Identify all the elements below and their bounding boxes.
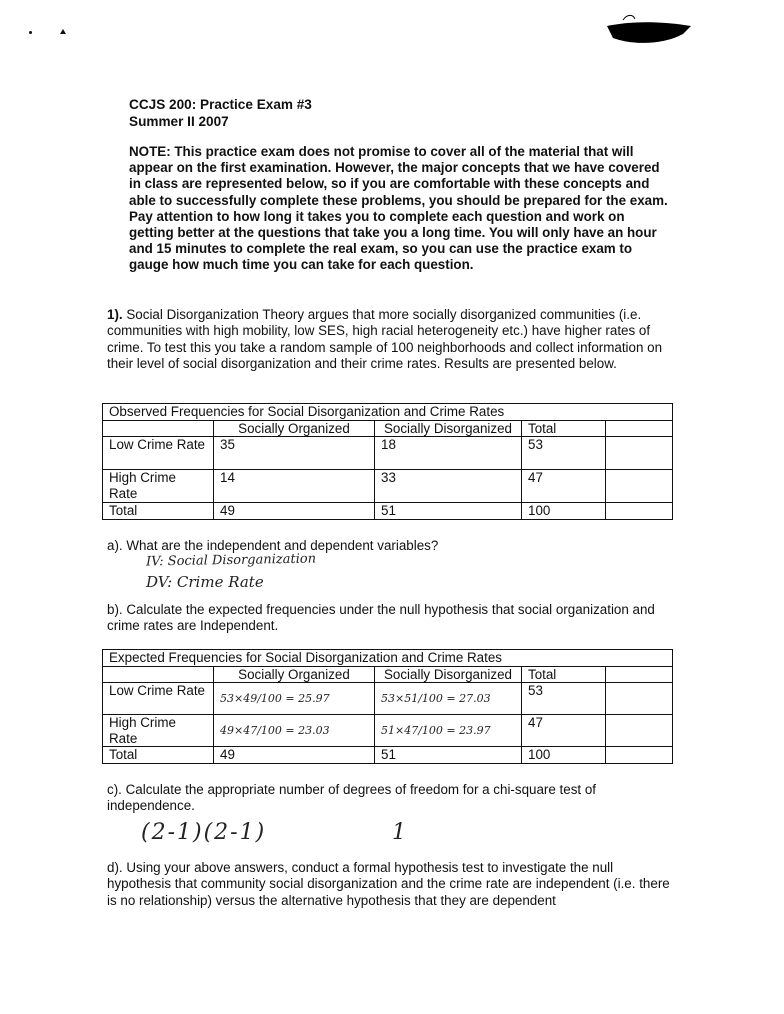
expected-extra-cell: [606, 747, 673, 764]
handwritten-iv: IV: Social Disorganization: [145, 551, 317, 570]
question-1-text: Social Disorganization Theory argues that more socially disorganized communities (i.e. communities with high mobility, low SES, high racial heterogeneity etc.) have higher rates of crime. To test this you take a random sample of 100 neighborhoods and collect information on their level of social disorganization and their crime rates. Results are presented below.: [107, 307, 663, 372]
handwritten-df-result: 1: [392, 820, 406, 845]
observed-header-blank: [103, 420, 214, 437]
term: Summer II 2007: [129, 114, 229, 129]
observed-cell: 18: [375, 437, 522, 470]
observed-table-title: Observed Frequencies for Social Disorganization and Crime Rates: [103, 404, 673, 421]
scan-dot: [29, 31, 32, 34]
expected-extra-cell: [606, 666, 673, 683]
handwritten-df: (2-1)(2-1): [141, 820, 267, 845]
expected-cell: 100: [522, 747, 606, 764]
expected-cell: 51: [375, 747, 522, 764]
expected-row-label: High Crime Rate: [103, 715, 214, 747]
expected-cell: 47: [522, 715, 606, 747]
expected-header-blank: [103, 666, 214, 683]
observed-cell: 51: [375, 503, 522, 520]
question-a: a). What are the independent and dependent variables?: [107, 538, 439, 553]
expected-extra-cell: [606, 715, 673, 747]
observed-cell: 49: [214, 503, 375, 520]
observed-cell: 35: [214, 437, 375, 470]
observed-cell: 14: [214, 470, 375, 503]
expected-cell: 53: [522, 683, 606, 715]
expected-extra-cell: [606, 683, 673, 715]
question-b: b). Calculate the expected frequencies under the null hypothesis that social organization and crime rates are Independent.: [107, 602, 655, 634]
observed-row-label: Low Crime Rate: [103, 437, 214, 470]
observed-row-label: High Crime Rate: [103, 470, 214, 503]
exam-note: NOTE: This practice exam does not promise to cover all of the material that will appear on the first examination. However, the major concepts that we have covered in class are represented below, so if you are comfortable with these concepts and able to successfully complete these problems, you should be prepared for the exam. Pay attention to how long it takes you to complete each question and work on getting better at the questions that take you a long time. You will only have an hour and 15 minutes to complete the real exam, so you can use the practice exam to gauge how much time you can take for each question.: [129, 144, 668, 273]
question-1-number: 1).: [107, 307, 123, 322]
expected-cell-handwritten: 53×49/100 = 25.97: [214, 683, 375, 715]
expected-cell: 49: [214, 747, 375, 764]
expected-row-label: Total: [103, 747, 214, 764]
expected-row-label: Low Crime Rate: [103, 683, 214, 715]
observed-col-header: Socially Disorganized: [375, 420, 522, 437]
expected-col-header: Socially Organized: [214, 666, 375, 683]
observed-cell: 47: [522, 470, 606, 503]
question-1: [107, 307, 667, 373]
observed-col-header: Total: [522, 420, 606, 437]
expected-frequencies-table: [102, 649, 673, 764]
observed-row-label: Total: [103, 503, 214, 520]
observed-frequencies-table: [102, 403, 673, 520]
observed-cell: 100: [522, 503, 606, 520]
expected-table-title: Expected Frequencies for Social Disorganization and Crime Rates: [103, 650, 673, 667]
observed-extra-cell: [606, 420, 673, 437]
handwritten-dv: DV: Crime Rate: [146, 573, 264, 591]
expected-col-header: Total: [522, 666, 606, 683]
course-title: CCJS 200: Practice Exam #3: [129, 97, 312, 112]
question-d: d). Using your above answers, conduct a formal hypothesis test to investigate the null hypothesis that community social disorganization and the crime rate are independent (i.e. there is no relationship) versus the alternative hypothesis that they are dependent: [107, 860, 670, 908]
observed-extra-cell: [606, 503, 673, 520]
expected-cell-handwritten: 53×51/100 = 27.03: [375, 683, 522, 715]
expected-cell-handwritten: 51×47/100 = 23.97: [375, 715, 522, 747]
observed-cell: 53: [522, 437, 606, 470]
observed-cell: 33: [375, 470, 522, 503]
redaction-mark: [605, 10, 695, 46]
observed-extra-cell: [606, 437, 673, 470]
question-c: c). Calculate the appropriate number of degrees of freedom for a chi-square test of independence.: [107, 782, 597, 814]
expected-col-header: Socially Disorganized: [375, 666, 522, 683]
observed-col-header: Socially Organized: [214, 420, 375, 437]
observed-extra-cell: [606, 470, 673, 503]
scan-mark: [60, 29, 66, 34]
expected-cell-handwritten: 49×47/100 = 23.03: [214, 715, 375, 747]
